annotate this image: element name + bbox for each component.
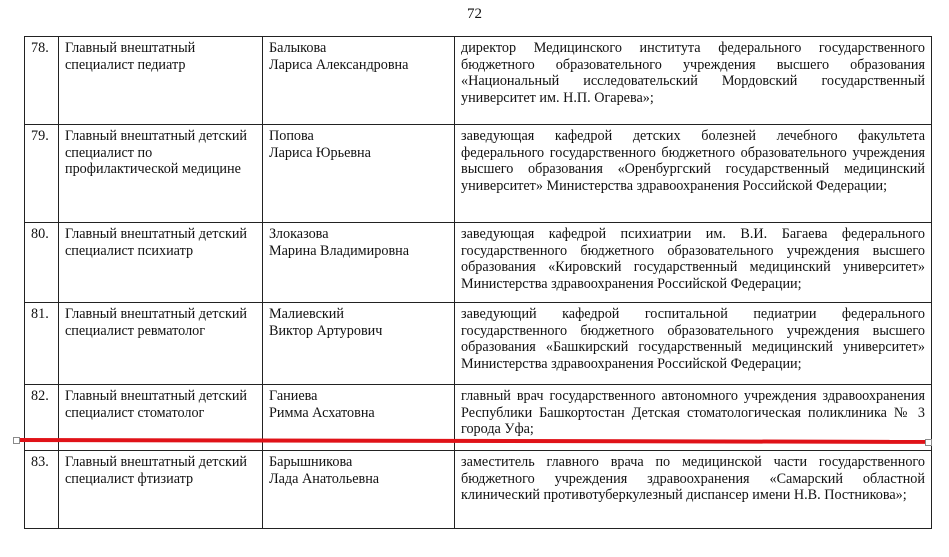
- specialists-table: [24, 36, 932, 529]
- position-line: специалист педиатр: [65, 56, 186, 73]
- position-line: специалист ревматолог: [65, 322, 206, 339]
- position-cell: [59, 223, 263, 303]
- name-cell: [263, 223, 455, 303]
- row-number: 79.: [25, 125, 59, 223]
- line-start-handle[interactable]: [13, 437, 20, 444]
- position-cell: [59, 303, 263, 385]
- given-names: Римма Асхатовна: [269, 404, 375, 421]
- surname: Барышникова: [269, 454, 353, 470]
- surname: Злоказова: [269, 226, 329, 242]
- position-cell: [59, 125, 263, 223]
- surname: Малиевский: [269, 306, 344, 322]
- table-row: [25, 303, 932, 385]
- table-row: [25, 223, 932, 303]
- given-names: Лариса Александровна: [269, 56, 409, 73]
- position-line: специалист психиатр: [65, 242, 194, 259]
- surname: Ганиева: [269, 388, 318, 404]
- page-number: 72: [467, 6, 482, 22]
- position-line: Главный внештатный детский: [65, 306, 248, 322]
- surname: Попова: [269, 128, 314, 144]
- description-cell: заведующая кафедрой детских болезней лечебного факультета федерального государственного бюджетного образовательного учреждения высшего образования «Оренбургский государственный медицинский университет» Министерства здравоохранения Российской Федерации;: [455, 125, 932, 223]
- position-line: Главный внештатный детский: [65, 388, 248, 404]
- name-cell: [263, 125, 455, 223]
- position-line: профилактической медицине: [65, 161, 241, 177]
- position-cell: [59, 37, 263, 125]
- position-line: специалист стоматолог: [65, 404, 205, 421]
- table-row: [25, 125, 932, 223]
- description-cell: главный врач государственного автономного учреждения здравоохранения Республики Башкортостан Детская стоматологическая поликлиника № 3 города Уфа;: [455, 385, 932, 451]
- row-number: 78.: [25, 37, 59, 125]
- surname: Балыкова: [269, 40, 327, 56]
- position-line: Главный внештатный детский: [65, 128, 248, 144]
- position-line: специалист фтизиатр: [65, 470, 194, 487]
- given-names: Виктор Артурович: [269, 322, 383, 339]
- description-cell: директор Медицинского института федерального государственного бюджетного образовательного учреждения высшего образования «Национальный исследовательский Мордовский государственный университет им. Н.П. Огарева»;: [455, 37, 932, 125]
- row-number: 82.: [25, 385, 59, 451]
- position-line: Главный внештатный: [65, 40, 196, 56]
- position-line: Главный внештатный детский: [65, 454, 248, 470]
- row-number: 83.: [25, 451, 59, 529]
- description-cell: заместитель главного врача по медицинской части государственного бюджетного учреждения здравоохранения «Самарский областной клинический противотуберкулезный диспансер имени Н.В. Постникова»;: [455, 451, 932, 529]
- row-number: 80.: [25, 223, 59, 303]
- position-line: специалист по: [65, 144, 153, 161]
- table-row: [25, 37, 932, 125]
- name-cell: [263, 451, 455, 529]
- description-cell: заведующий кафедрой госпитальной педиатрии федерального государственного бюджетного образовательного учреждения высшего образования «Башкирский государственный медицинский университет» Министерства здравоохранения Российской Федерации;: [455, 303, 932, 385]
- position-line: Главный внештатный детский: [65, 226, 248, 242]
- table-row: [25, 451, 932, 529]
- line-end-handle[interactable]: [925, 439, 932, 446]
- name-cell: [263, 303, 455, 385]
- name-cell: [263, 37, 455, 125]
- given-names: Марина Владимировна: [269, 242, 410, 259]
- description-cell: заведующая кафедрой психиатрии им. В.И. Багаева федерального государственного бюджетного образовательного учреждения высшего образования «Кировский государственный медицинский университет» Министерства здравоохранения Российской Федерации;: [455, 223, 932, 303]
- given-names: Лада Анатольевна: [269, 470, 380, 487]
- position-cell: [59, 451, 263, 529]
- row-number: 81.: [25, 303, 59, 385]
- given-names: Лариса Юрьевна: [269, 144, 371, 161]
